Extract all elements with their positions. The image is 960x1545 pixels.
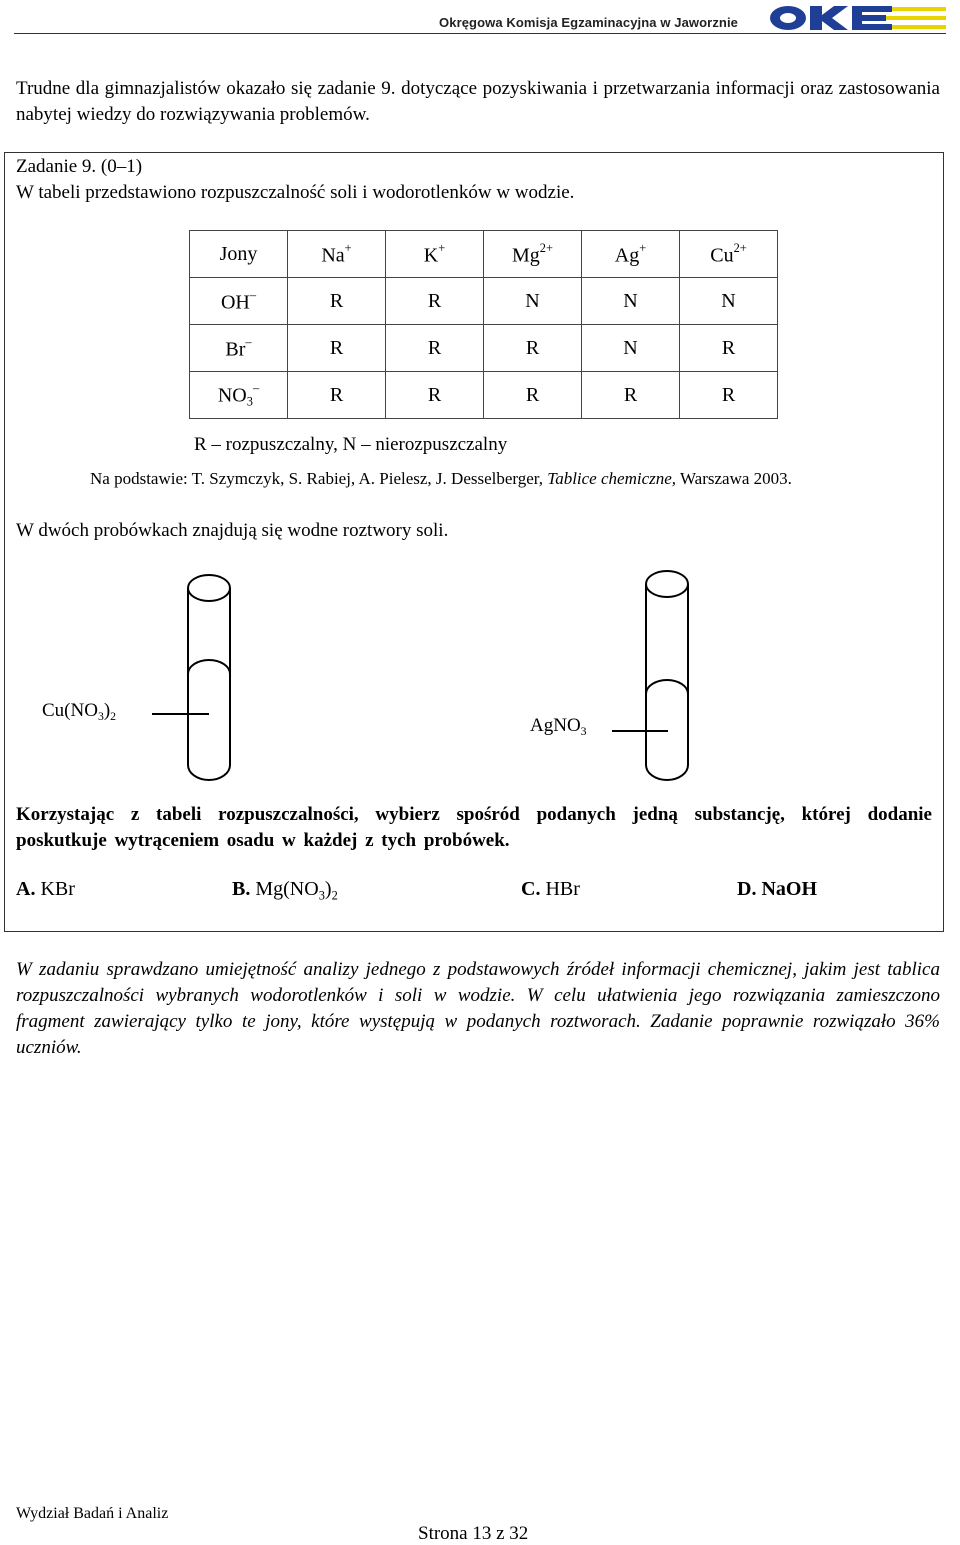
table-cell: R: [386, 278, 484, 325]
header-rule: [14, 33, 946, 34]
table-cell: R: [288, 325, 386, 372]
table-cell: N: [680, 278, 778, 325]
table-cell: R: [582, 372, 680, 419]
task-title: Zadanie 9. (0–1): [16, 156, 143, 177]
header-institution: Okręgowa Komisja Egzaminacyjna w Jaworznie: [439, 15, 738, 30]
table-cell: R: [386, 325, 484, 372]
tubes-intro: W dwóch probówkach znajdują się wodne roztwory soli.: [16, 520, 449, 541]
cation-header: K+: [386, 231, 484, 278]
solubility-table: [189, 230, 778, 419]
anion-header: $NO_3^-$: [190, 372, 288, 419]
anion-header: OH–: [190, 278, 288, 325]
table-row: [190, 278, 778, 325]
answer-option-a: A. KBr: [16, 878, 75, 900]
table-corner: Jony: [190, 231, 288, 278]
answer-option-b: B. $Mg(NO_3)_2$: [232, 878, 338, 903]
table-cell: R: [484, 372, 582, 419]
footer-department: Wydział Badań i Analiz: [16, 1505, 169, 1522]
table-cell: N: [582, 278, 680, 325]
table-row: [190, 325, 778, 372]
intro-paragraph: Trudne dla gimnazjalistów okazało się zadanie 9. dotyczące pozyskiwania i przetwarzania informacji oraz zastosowania nabytej wiedzy do rozwiązywania problemów.: [16, 78, 940, 125]
table-header-row: [190, 231, 778, 278]
test-tube-left: [152, 575, 230, 780]
answer-option-d: D. NaOH: [737, 878, 818, 900]
table-cell: R: [680, 372, 778, 419]
cation-header: Na+: [288, 231, 386, 278]
footer-page-number: Strona 13 z 32: [418, 1523, 529, 1544]
tube-label-silver-nitrate: AgNO$_3$: [530, 715, 587, 739]
cation-header: $Cu^{2+}$: [680, 231, 778, 278]
table-cell: R: [288, 372, 386, 419]
cation-header: $Mg^{2+}$: [484, 231, 582, 278]
question-text: Korzystając z tabeli rozpuszczalności, wybierz spośród podanych jedną substancję, której dodanie poskutkuje wytrąceniem osadu w każdej z tych probówek.: [16, 804, 932, 851]
cation-header: Ag+: [582, 231, 680, 278]
source-citation: Na podstawie: T. Szymczyk, S. Rabiej, A. Pielesz, J. Desselberger, Tablice chemiczne, Warszawa 2003.: [90, 469, 792, 488]
oke-logo: [768, 4, 948, 32]
test-tube-right: [612, 571, 688, 780]
anion-header: Br–: [190, 325, 288, 372]
table-cell: N: [582, 325, 680, 372]
test-tubes-illustration: [0, 560, 960, 800]
answer-option-c: C. HBr: [521, 878, 580, 900]
tube-label-copper-nitrate: $Cu(NO_3)_2$: [42, 700, 117, 724]
commentary-paragraph: W zadaniu sprawdzano umiejętność analizy jednego z podstawowych źródeł informacji chemicznej, jakim jest tablica rozpuszczalności wybranych wodorotlenków i soli w wodzie. W celu ułatwienia jego rozwiązania zamieszczono fragment zawierający tylko te jony, które występują w podanych roztworach. Zadanie poprawnie rozwiązało 36% uczniów.: [16, 959, 940, 1058]
table-legend: R – rozpuszczalny, N – nierozpuszczalny: [194, 434, 508, 455]
table-cell: R: [386, 372, 484, 419]
table-row: [190, 372, 778, 419]
table-cell: R: [680, 325, 778, 372]
table-cell: N: [484, 278, 582, 325]
table-cell: R: [484, 325, 582, 372]
task-description: W tabeli przedstawiono rozpuszczalność soli i wodorotlenków w wodzie.: [16, 182, 575, 203]
table-cell: R: [288, 278, 386, 325]
